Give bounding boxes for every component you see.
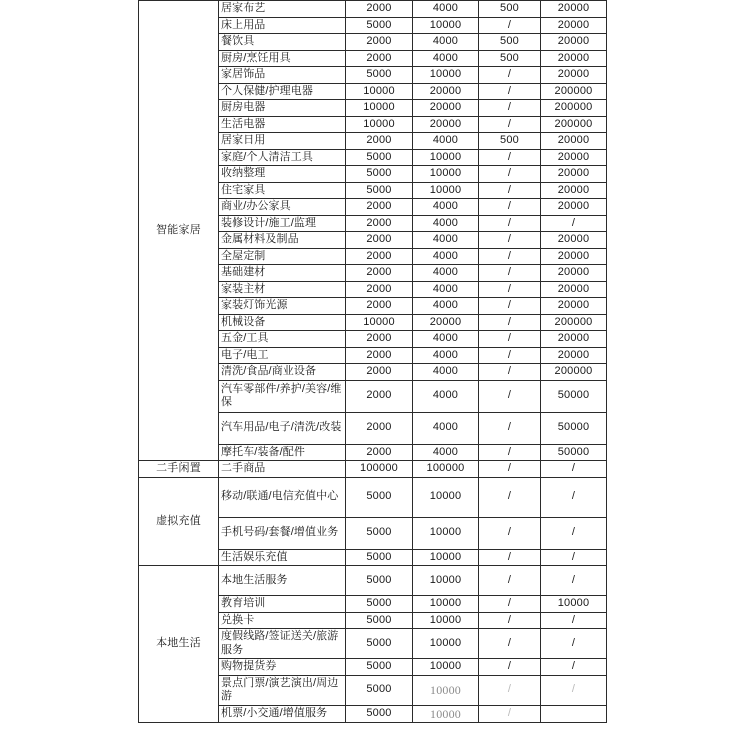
value-cell-1[interactable]: 2000 [346,34,413,51]
value-cell-1[interactable]: 2000 [346,380,413,412]
value-cell-2[interactable]: 10000 [413,149,479,166]
category-name-cell[interactable]: 全屋定制 [219,248,346,265]
value-cell-2[interactable]: 10000 [413,629,479,659]
value-cell-3[interactable]: / [479,675,541,705]
value-cell-1[interactable]: 10000 [346,116,413,133]
value-cell-1[interactable]: 5000 [346,596,413,613]
value-cell-2[interactable]: 4000 [413,331,479,348]
value-cell-4[interactable]: 20000 [541,199,607,216]
category-name-cell[interactable]: 装修设计/施工/监理 [219,215,346,232]
value-cell-3[interactable]: / [479,444,541,461]
value-cell-1[interactable]: 2000 [346,347,413,364]
value-cell-2[interactable]: 4000 [413,281,479,298]
value-cell-2[interactable]: 10000 [413,67,479,84]
value-cell-3[interactable]: / [479,380,541,412]
value-cell-3[interactable]: / [479,612,541,629]
value-cell-2[interactable]: 10000 [413,596,479,613]
value-cell-3[interactable]: / [479,347,541,364]
value-cell-3[interactable]: / [479,215,541,232]
category-name-cell[interactable]: 厨房/烹饪用具 [219,50,346,67]
value-cell-4[interactable]: 50000 [541,444,607,461]
value-cell-2[interactable]: 10000 [413,675,479,705]
value-cell-4[interactable]: 200000 [541,83,607,100]
value-cell-3[interactable]: / [479,477,541,517]
value-cell-2[interactable]: 4000 [413,199,479,216]
value-cell-2[interactable]: 4000 [413,364,479,381]
value-cell-4[interactable]: / [541,517,607,549]
category-name-cell[interactable]: 居家布艺 [219,1,346,18]
value-cell-2[interactable]: 4000 [413,248,479,265]
category-name-cell[interactable]: 餐饮具 [219,34,346,51]
value-cell-4[interactable]: 200000 [541,364,607,381]
value-cell-1[interactable]: 5000 [346,166,413,183]
value-cell-3[interactable]: / [479,116,541,133]
value-cell-4[interactable]: 200000 [541,100,607,117]
value-cell-3[interactable]: / [479,331,541,348]
value-cell-3[interactable]: / [479,248,541,265]
category-name-cell[interactable]: 家装主材 [219,281,346,298]
value-cell-4[interactable]: 20000 [541,298,607,315]
value-cell-1[interactable]: 5000 [346,659,413,676]
value-cell-2[interactable]: 10000 [413,705,479,723]
value-cell-1[interactable]: 2000 [346,281,413,298]
value-cell-2[interactable]: 10000 [413,17,479,34]
value-cell-2[interactable]: 20000 [413,100,479,117]
category-name-cell[interactable]: 厨房电器 [219,100,346,117]
value-cell-1[interactable]: 2000 [346,298,413,315]
value-cell-1[interactable]: 5000 [346,549,413,566]
category-name-cell[interactable]: 商业/办公家具 [219,199,346,216]
value-cell-4[interactable]: 20000 [541,248,607,265]
value-cell-3[interactable]: / [479,166,541,183]
value-cell-3[interactable]: / [479,199,541,216]
value-cell-3[interactable]: 500 [479,133,541,150]
value-cell-4[interactable] [541,705,607,723]
value-cell-1[interactable]: 10000 [346,83,413,100]
value-cell-1[interactable]: 2000 [346,232,413,249]
group-label-cell[interactable]: 虚拟充值 [139,477,219,566]
value-cell-2[interactable]: 10000 [413,566,479,596]
value-cell-4[interactable]: / [541,477,607,517]
value-cell-1[interactable]: 2000 [346,248,413,265]
value-cell-4[interactable]: 20000 [541,50,607,67]
value-cell-1[interactable]: 10000 [346,100,413,117]
value-cell-3[interactable]: / [479,265,541,282]
value-cell-1[interactable]: 2000 [346,412,413,444]
value-cell-1[interactable]: 100000 [346,461,413,478]
category-name-cell[interactable]: 汽车用品/电子/清洗/改装 [219,412,346,444]
value-cell-3[interactable]: / [479,83,541,100]
value-cell-4[interactable]: 10000 [541,596,607,613]
category-name-cell[interactable]: 手机号码/套餐/增值业务 [219,517,346,549]
value-cell-4[interactable]: 20000 [541,331,607,348]
value-cell-2[interactable]: 20000 [413,314,479,331]
value-cell-3[interactable]: / [479,705,541,723]
category-fee-table [138,0,607,723]
category-name-cell[interactable]: 度假线路/签证送关/旅游服务 [219,629,346,659]
value-cell-4[interactable]: 20000 [541,149,607,166]
category-name-cell[interactable]: 二手商品 [219,461,346,478]
value-cell-4[interactable]: 20000 [541,347,607,364]
value-cell-2[interactable]: 4000 [413,412,479,444]
table-row [139,1,607,18]
category-name-cell[interactable]: 电子/电工 [219,347,346,364]
category-name-cell[interactable]: 个人保健/护理电器 [219,83,346,100]
category-name-cell[interactable]: 教育培训 [219,596,346,613]
value-cell-4[interactable]: 20000 [541,133,607,150]
category-name-cell[interactable]: 清洗/食品/商业设备 [219,364,346,381]
category-name-cell[interactable]: 居家日用 [219,133,346,150]
value-cell-2[interactable]: 10000 [413,549,479,566]
value-cell-3[interactable]: / [479,659,541,676]
value-cell-4[interactable]: / [541,566,607,596]
value-cell-3[interactable]: 500 [479,34,541,51]
value-cell-4[interactable]: 20000 [541,166,607,183]
value-cell-2[interactable]: 10000 [413,659,479,676]
value-cell-1[interactable]: 2000 [346,444,413,461]
value-cell-1[interactable]: 2000 [346,331,413,348]
value-cell-4[interactable]: 20000 [541,34,607,51]
value-cell-3[interactable]: / [479,412,541,444]
value-cell-2[interactable]: 10000 [413,166,479,183]
category-name-cell[interactable]: 家庭/个人清洁工具 [219,149,346,166]
category-name-cell[interactable]: 床上用品 [219,17,346,34]
category-name-cell[interactable]: 生活电器 [219,116,346,133]
value-cell-3[interactable]: / [479,17,541,34]
fee-table-sheet [138,0,606,723]
category-name-cell[interactable]: 五金/工具 [219,331,346,348]
value-cell-2[interactable]: 10000 [413,517,479,549]
value-cell-1[interactable]: 5000 [346,675,413,705]
value-cell-2[interactable]: 4000 [413,232,479,249]
value-cell-1[interactable]: 2000 [346,1,413,18]
value-cell-4[interactable]: 20000 [541,17,607,34]
value-cell-2[interactable]: 10000 [413,612,479,629]
value-cell-3[interactable]: / [479,281,541,298]
value-cell-4[interactable]: / [541,549,607,566]
value-cell-2[interactable]: 10000 [413,477,479,517]
value-cell-3[interactable]: / [479,596,541,613]
value-cell-3[interactable]: 500 [479,1,541,18]
value-cell-3[interactable]: / [479,517,541,549]
value-cell-4[interactable]: 50000 [541,380,607,412]
value-cell-4[interactable]: 20000 [541,265,607,282]
group-label-cell[interactable]: 智能家居 [139,1,219,461]
value-cell-3[interactable]: / [479,149,541,166]
category-name-cell[interactable]: 家装灯饰光源 [219,298,346,315]
value-cell-2[interactable]: 4000 [413,380,479,412]
value-cell-3[interactable]: / [479,549,541,566]
value-cell-1[interactable]: 2000 [346,364,413,381]
value-cell-1[interactable]: 2000 [346,133,413,150]
value-cell-2[interactable]: 20000 [413,83,479,100]
value-cell-4[interactable]: 20000 [541,281,607,298]
value-cell-2[interactable]: 4000 [413,298,479,315]
category-name-cell[interactable]: 汽车零部件/养护/美容/维保 [219,380,346,412]
value-cell-2[interactable]: 4000 [413,444,479,461]
group-label-cell[interactable]: 二手闲置 [139,461,219,478]
value-cell-1[interactable]: 2000 [346,199,413,216]
value-cell-3[interactable]: / [479,364,541,381]
value-cell-1[interactable]: 5000 [346,17,413,34]
value-cell-4[interactable]: 20000 [541,232,607,249]
group-label-cell[interactable]: 本地生活 [139,566,219,723]
value-cell-1[interactable]: 5000 [346,566,413,596]
table-row [139,461,607,478]
value-cell-1[interactable]: 5000 [346,477,413,517]
value-cell-3[interactable]: / [479,629,541,659]
category-name-cell[interactable]: 摩托车/装备/配件 [219,444,346,461]
value-cell-1[interactable]: 5000 [346,67,413,84]
value-cell-3[interactable]: / [479,100,541,117]
category-name-cell[interactable]: 收纳整理 [219,166,346,183]
value-cell-3[interactable]: / [479,461,541,478]
table-row [139,477,607,517]
value-cell-4[interactable]: / [541,612,607,629]
table-body [139,1,607,723]
value-cell-2[interactable]: 4000 [413,133,479,150]
value-cell-4[interactable]: 20000 [541,67,607,84]
value-cell-3[interactable]: / [479,182,541,199]
category-name-cell[interactable]: 家居饰品 [219,67,346,84]
value-cell-2[interactable]: 4000 [413,215,479,232]
category-name-cell[interactable]: 购物提货券 [219,659,346,676]
category-name-cell[interactable]: 移动/联通/电信充值中心 [219,477,346,517]
table-row [139,566,607,596]
value-cell-3[interactable]: 500 [479,50,541,67]
value-cell-2[interactable]: 4000 [413,347,479,364]
value-cell-1[interactable]: 2000 [346,215,413,232]
value-cell-1[interactable]: 5000 [346,629,413,659]
value-cell-2[interactable]: 100000 [413,461,479,478]
value-cell-1[interactable]: 5000 [346,149,413,166]
value-cell-3[interactable]: / [479,298,541,315]
value-cell-1[interactable]: 2000 [346,50,413,67]
category-name-cell[interactable]: 住宅家具 [219,182,346,199]
value-cell-4[interactable]: / [541,675,607,705]
value-cell-4[interactable]: 20000 [541,182,607,199]
value-cell-2[interactable]: 10000 [413,182,479,199]
category-name-cell[interactable]: 基础建材 [219,265,346,282]
value-cell-4[interactable]: 200000 [541,314,607,331]
category-name-cell[interactable]: 金属材料及制品 [219,232,346,249]
category-name-cell[interactable]: 生活娱乐充值 [219,549,346,566]
value-cell-1[interactable]: 2000 [346,265,413,282]
value-cell-3[interactable]: / [479,67,541,84]
value-cell-4[interactable]: / [541,461,607,478]
category-name-cell[interactable]: 机票/小交通/增值服务 [219,705,346,723]
value-cell-1[interactable]: 5000 [346,612,413,629]
category-name-cell[interactable]: 机械设备 [219,314,346,331]
category-name-cell[interactable]: 景点门票/演艺演出/周边游 [219,675,346,705]
value-cell-4[interactable]: / [541,659,607,676]
value-cell-2[interactable]: 20000 [413,116,479,133]
value-cell-1[interactable]: 5000 [346,517,413,549]
value-cell-2[interactable]: 4000 [413,50,479,67]
value-cell-4[interactable]: 20000 [541,1,607,18]
value-cell-4[interactable]: / [541,629,607,659]
value-cell-4[interactable]: 50000 [541,412,607,444]
value-cell-1[interactable]: 5000 [346,182,413,199]
value-cell-2[interactable]: 4000 [413,1,479,18]
value-cell-3[interactable]: / [479,232,541,249]
value-cell-1[interactable]: 10000 [346,314,413,331]
value-cell-3[interactable]: / [479,566,541,596]
category-name-cell[interactable]: 兑换卡 [219,612,346,629]
value-cell-4[interactable]: / [541,215,607,232]
value-cell-4[interactable]: 200000 [541,116,607,133]
value-cell-2[interactable]: 4000 [413,34,479,51]
value-cell-3[interactable]: / [479,314,541,331]
category-name-cell[interactable]: 本地生活服务 [219,566,346,596]
value-cell-1[interactable]: 5000 [346,705,413,723]
value-cell-2[interactable]: 4000 [413,265,479,282]
